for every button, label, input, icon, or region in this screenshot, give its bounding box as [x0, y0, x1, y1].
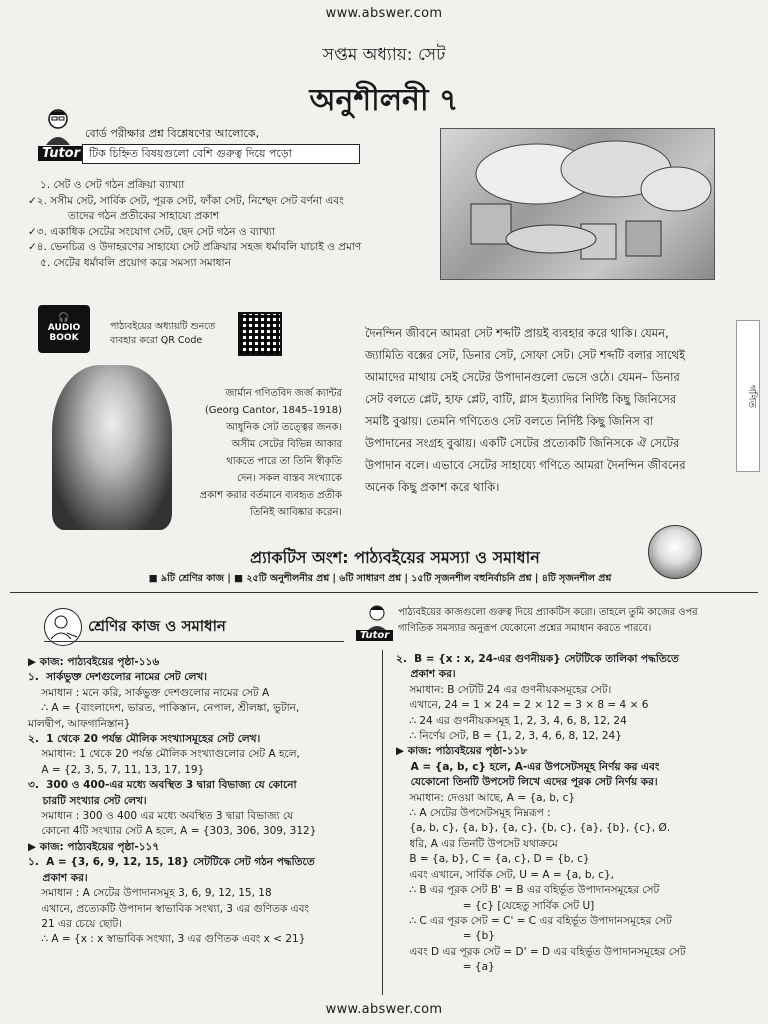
solution-line: ∴ C এর পূরক সেট = C' = C এর বহির্ভূত উপাদানসমূহের সেট: [396, 914, 672, 927]
exercise-title: অনুশীলনী ৭: [309, 83, 459, 118]
audio-book-badge[interactable]: [38, 305, 90, 353]
solution-line: A = {2, 3, 5, 7, 11, 13, 17, 19}: [28, 763, 205, 776]
solution-line: ∴ B এর পূরক সেট B' = B এর বহির্ভূত উপাদানসমূহের সেট: [396, 884, 660, 897]
tutor-tag: Tutor: [38, 146, 84, 161]
objective-item: ✓২. সসীম সেট, সার্বিক সেট, পূরক সেট, ফাঁকা সেট, নিশ্ছেদ সেট বর্ণনা এবং: [28, 194, 344, 207]
solution-line: 21 এর চেয়ে ছোট।: [28, 917, 122, 930]
solution-line: সমাধান : A সেটের উপাদানসমূহ 3, 6, 9, 12, 15, 18: [28, 887, 272, 900]
solution-line: কোনো 4টি সংখ্যার সেট A হলে, A = {303, 306, 309, 312}: [28, 825, 317, 838]
bio-line: জার্মান গণিতবিদ জর্জ ক্যান্টর: [225, 388, 342, 399]
divider: [10, 592, 758, 593]
practice-stats: ■ ৯টি শ্রেণির কাজ | ■ ২৫টি অনুশীলনীর প্রশ্ন | ৬টি সাধারণ প্রশ্ন | ১৫টি সৃজনশীল বহুনির্বাচনি প্রশ্ন | ৪টি সৃজনশীল প্রশ্ন: [148, 573, 612, 584]
bio-line: অসীম সেটের বিভিন্ন আকার: [231, 439, 342, 450]
tutor-note: [398, 605, 697, 637]
tutor-note-line: গাণিতিক সমস্যার অনুরূপ যেকোনো প্রশ্নের সমাধান করতে পারবে।: [398, 623, 652, 634]
objective-item: ✓৪. ভেনচিত্র ও উদাহরণের সাহায্যে সেট প্রক্রিয়ার সহজ ধর্মাবলি যাচাই ও প্রমাণ: [28, 241, 362, 253]
bio-line: থাকতে পারে তা তিনি স্বীকৃতি: [226, 456, 342, 467]
site-url-top[interactable]: www.abswer.com: [325, 6, 443, 21]
solution-line: ∴ A = {বাংলাদেশ, ভারত, পাকিস্তান, নেপাল, শ্রীলঙ্কা, ভুটান,: [28, 702, 300, 715]
intro-line: উপাদান বলে। এভাবে সেটের সাহায্যে গণিতে আমরা দৈনন্দিন জীবনের: [365, 458, 686, 472]
solution-line: ২. 1 থেকে 20 পর্যন্ত মৌলিক সংখ্যাসমূহের সেট লেখ।: [28, 733, 261, 746]
column-divider: [382, 650, 383, 995]
intro-line: সেট বলতে প্লেট, হাফ প্লেট, বাটি, গ্লাস ইত্যাদির নির্দিষ্ট কিছু জিনিসের: [365, 392, 677, 406]
solution-line: ∴ A সেটের উপসেটসমূহ নিম্নরূপ :: [396, 807, 551, 820]
solution-line: = {c} [যেহেতু সার্বিক সেট U]: [396, 899, 595, 912]
practice-title: প্র্যাকটিস অংশ: পাঠ্যবইয়ের সমস্যা ও সমাধান: [250, 548, 540, 567]
solution-line: এবং D এর পূরক সেট = D' = D এর বহির্ভূত উপাদানসমূহের সেট: [396, 945, 686, 958]
tutor-avatar-icon: [362, 602, 392, 632]
solution-line: B = {a, b}, C = {a, c}, D = {b, c}: [396, 853, 590, 866]
bio-line: আধুনিক সেট তত্ত্বের জনক।: [226, 422, 342, 433]
intro-line: সমষ্টি বুঝায়। তেমনি গণিতেও সেট বলতে নির্দিষ্ট কিছু জিনিস বা: [365, 414, 654, 428]
intro-line: অনেক কিছু প্রকাশ করে থাকি।: [365, 480, 500, 494]
intro-line: জ্যামিতি বক্সের সেট, ডিনার সেট, সোফা সেট। সেট শব্দটি বলার সাথেই: [365, 348, 686, 362]
right-column: [396, 652, 736, 976]
solution-line: ৩. 300 ও 400-এর মধ্যে অবস্থিত 3 দ্বারা বিভাজ্য যে কোনো: [28, 779, 297, 792]
intro-paragraph: [365, 322, 727, 498]
bio-line: তিনিই আবিষ্কার করেন।: [250, 507, 342, 518]
qr-code[interactable]: [238, 312, 282, 356]
solution-line: A = {a, b, c} হলে, A-এর উপসেটসমূহ নির্ণয় কর এবং: [396, 760, 660, 773]
solution-line: ▶ কাজ: পাঠ্যবইয়ের পৃষ্ঠা-১১৬: [28, 656, 160, 668]
bio-line: দেন। সকল বাস্তব সংখ্যাকে: [237, 473, 342, 484]
solution-line: ▶ কাজ: পাঠ্যবইয়ের পৃষ্ঠা-১১৮: [396, 745, 528, 758]
solution-line: মালদ্বীপ, আফগানিস্তান}: [28, 717, 131, 730]
solution-line: সমাধান: B সেটটি 24 এর গুণনীয়কসমূহের সেট।: [396, 683, 612, 696]
tutor-note-line: পাঠ্যবইয়ের কাজগুলো গুরুত্ব দিয়ে প্র্যাকটিস করো। তাহলে তুমি কাজের ওপর: [398, 607, 698, 618]
audio-book-text: [110, 320, 215, 348]
bio-line: (Georg Cantor, 1845–1918): [204, 405, 342, 416]
chapter-title: সপ্তম অধ্যায়: সেট: [322, 45, 446, 65]
intro-line: উপাদানের সংগ্রহ বুঝায়। একটি সেটের প্রত্যেকটি জিনিসকে ঐ সেটের: [365, 436, 680, 450]
solution-line: প্রকাশ কর।: [396, 668, 456, 681]
georg-cantor-portrait: [52, 365, 172, 530]
solution-line: প্রকাশ কর।: [28, 871, 88, 884]
solution-line: যেকোনো তিনটি উপসেট লিখে এদের পূরক সেট নির্ণয় কর।: [396, 776, 658, 789]
audio-line-2: ব্যবহার করো QR Code: [110, 335, 203, 346]
solution-line: = {b}: [396, 930, 495, 943]
tutor-line-1: বোর্ড পরীক্ষার প্রশ্ন বিশ্লেষণের আলোকে,: [85, 127, 260, 140]
solution-line: ∴ 24 এর গুণনীয়কসমূহ 1, 2, 3, 4, 6, 8, 12, 24: [396, 714, 627, 727]
audio-book-label: AUDIO BOOK: [47, 323, 81, 343]
dinner-set-photo: [440, 128, 715, 280]
solution-line: সমাধান : 300 ও 400 এর মধ্যে অবস্থিত 3 দ্বারা বিভাজ্য যে: [28, 810, 294, 823]
cantor-bio: [160, 385, 342, 521]
divider: [44, 641, 344, 642]
solution-line: = {a}: [396, 961, 495, 974]
objective-item: ৫. সেটের ধর্মাবলি প্রয়োগ করে সমস্যা সমাধান: [40, 256, 231, 269]
objectives-list: [28, 178, 428, 271]
solution-line: সমাধান : মনে করি, সার্কভুক্ত দেশগুলোর নামের সেট A: [28, 686, 270, 699]
student-reading-icon: [648, 525, 702, 579]
solution-line: ∴ নির্ণেয় সেট, B = {1, 2, 3, 4, 6, 8, 12, 24}: [396, 730, 622, 743]
solution-line: সমাধান: 1 থেকে 20 পর্যন্ত মৌলিক সংখ্যাগুলোর সেট A হলে,: [28, 748, 300, 761]
solution-line: ১. A = {3, 6, 9, 12, 15, 18} সেটটিকে সেট গঠন পদ্ধতিতে: [28, 856, 315, 869]
objective-item: তাদের গঠন প্রতীকের সাহায্যে প্রকাশ: [68, 210, 219, 222]
solution-line: চারটি সংখ্যার সেট লেখ।: [28, 794, 147, 807]
solution-line: এবং এখানে, সার্বিক সেট, U = A = {a, b, c},: [396, 868, 614, 881]
solution-line: ▶ কাজ: পাঠ্যবইয়ের পৃষ্ঠা-১১৭: [28, 840, 160, 853]
tutor-avatar-icon: [38, 105, 78, 145]
audio-line-1: পাঠ্যবইয়ের অধ্যায়টি শুনতে: [110, 321, 216, 332]
solution-line: এখানে, প্রত্যেকটি উপাদান স্বাভাবিক সংখ্যা, 3 এর গুণিতক এবং: [28, 902, 309, 915]
bio-line: প্রকাশ করার বর্তমানে ব্যবহৃত প্রতীক: [199, 490, 342, 501]
intro-line: আমাদের মাথায় সেই সেটের উপাদানগুলো ভেসে ওঠে। যেমন– ডিনার: [365, 370, 680, 384]
solution-line: এখানে, 24 = 1 × 24 = 2 × 12 = 3 × 8 = 4 × 6: [396, 699, 649, 712]
class-work-heading: শ্রেণির কাজ ও সমাধান: [88, 617, 226, 635]
subject-side-tab[interactable]: গণিত: [736, 320, 760, 472]
objective-item: ১. সেট ও সেট গঠন প্রক্রিয়া ব্যাখ্যা: [40, 179, 185, 191]
solution-line: ২. B = {x : x, 24-এর গুণনীয়ক} সেটটিকে তালিকা পদ্ধতিতে: [396, 653, 679, 665]
solution-line: ∴ A = {x : x স্বাভাবিক সংখ্যা, 3 এর গুণিতক এবং x < 21}: [28, 933, 306, 946]
objective-item: ✓৩. একাধিক সেটের সংযোগ সেট, ছেদ সেট গঠন ও ব্যাখ্যা: [28, 225, 275, 238]
site-url-bottom[interactable]: www.abswer.com: [325, 1002, 443, 1017]
solution-line: {a, b, c}, {a, b}, {a, c}, {b, c}, {a}, {b}, {c}, Ø.: [396, 822, 671, 835]
intro-line: দৈনন্দিন জীবনে আমরা সেট শব্দটি প্রায়ই ব্যবহার করে থাকি। যেমন,: [365, 326, 669, 340]
headphone-icon: 🎧: [58, 313, 70, 323]
tutor-line-2: টিক চিহ্নিত বিষয়গুলো বেশি গুরুত্ব দিয়ে পড়ো: [82, 144, 360, 164]
left-column: [28, 655, 378, 948]
tutor-tag: Tutor: [356, 630, 393, 641]
solution-line: সমাধান: দেওয়া আছে, A = {a, b, c}: [396, 791, 576, 804]
solution-line: ১. সার্কভুক্ত দেশগুলোর নামের সেট লেখ।: [28, 671, 208, 684]
solution-line: ধরি, A এর তিনটি উপসেট যথাক্রমে: [396, 837, 558, 850]
